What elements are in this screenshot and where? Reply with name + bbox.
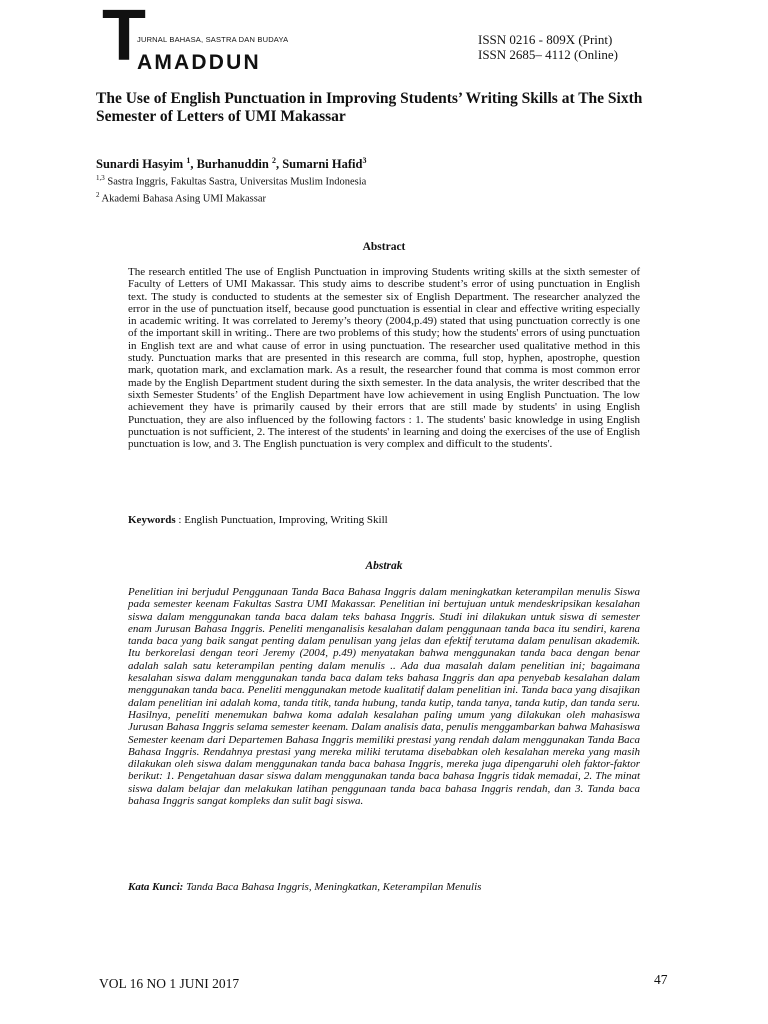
affiliation-sup: 1,3 xyxy=(96,174,105,182)
paper-title: The Use of English Punctuation in Improving Students’ Writing Skills at The Sixth Semester of Letters of UMI Makassar xyxy=(96,90,643,125)
journal-name: AMADDUN xyxy=(137,51,261,74)
keywords-line xyxy=(128,514,388,526)
abstrak-body: Penelitian ini berjudul Penggunaan Tanda Baca Bahasa Inggris dalam meningkatkan keterampilan menulis Siswa pada semester keenam Fakultas Sastra UMI Makassar. Penelitian ini bertujuan untuk mendeskripsikan kesalahan siswa dalam menggunakan tanda baca dalam teks bahasa Inggris. Studi ini dilakukan untuk siswa di semester enam Jurusan Bahasa Inggris. Peneliti menganalisis kesalahan dalam penggunaan tanda baca itu sendiri, karena tanda baca yang baik sangat penting dalam penulisan yang jelas dan efektif terutama dalam penulisan akademik. Itu berkorelasi dengan teori Jeremy (2004, p.49) menyatakan bahwa menggunakan tanda baca dengan benar adalah salah satu keterampilan penting dalam menulis .. Ada dua masalah dalam penelitian ini; bagaimana kesalahan siswa dalam menggunakan tanda baca dalam teks bahasa Inggris dan apa penyebab kesalahan dalam menggunakan tanda baca. Peneliti menggunakan metode kualitatif dalam penelitian ini. Tanda baca yang disajikan dalam penelitian ini adalah koma, tanda titik, tanda hubung, tanda kutip, tanda tanya, tanda kutip, dan tanda seru. Hasilnya, peneliti menemukan bahwa koma adalah kesalahan paling umum yang dilakukan oleh mahasiswa Jurusan Bahasa Inggris selama semester keenam. Dalam analisis data, penulis menggambarkan bahwa Mahasiswa Semester keenam dari Departemen Bahasa Inggris memiliki prestasi yang rendah dalam menggunakan Tanda Baca Bahasa Inggris. Rendahnya prestasi yang mereka miliki terutama disebabkan oleh kesalahan mereka yang masih dilakukan oleh siswa dalam menggunakan tanda baca bahasa Inggris, mereka juga dipengaruhi oleh faktor-faktor berikut: 1. Pengetahuan dasar siswa dalam menggunakan tanda baca bahasa Inggris tidak memadai, 2. The minat siswa dalam belajar dan melakukan latihan penggunaan tanda baca bahasa Inggris rendah, dan 3. Tanda baca bahasa Inggris sangat kompleks dan sulit bagi siswa. xyxy=(128,586,640,808)
page-number: 47 xyxy=(654,972,668,987)
affiliations xyxy=(96,172,366,205)
affiliation-text: Akademi Bahasa Asing UMI Makassar xyxy=(101,193,267,204)
abstract-heading: Abstract xyxy=(362,241,406,253)
keywords-label: Keywords xyxy=(128,514,176,526)
journal-logo xyxy=(100,0,308,80)
keywords-text: : English Punctuation, Improving, Writing Skill xyxy=(175,514,388,526)
issn-block xyxy=(478,32,618,62)
author-list: Sunardi Hasyim $^1$, Burhanuddin $^2$, Sumarni Hafid$^3$ xyxy=(96,156,367,172)
footer-volume: VOL 16 NO 1 JUNI 2017 xyxy=(99,976,240,991)
affiliation-sup: 2 xyxy=(96,190,100,199)
author-sup: 1 xyxy=(186,156,191,165)
author-name: Sumarni Hafid xyxy=(282,157,363,172)
author-sup: 3 xyxy=(362,156,367,165)
logo-letter: T xyxy=(102,0,146,76)
kata-kunci-label: Kata Kunci: xyxy=(128,881,184,893)
abstrak-heading: Abstrak xyxy=(365,560,403,572)
kata-kunci-text: Tanda Baca Bahasa Inggris, Meningkatkan, Keterampilan Menulis xyxy=(183,881,482,893)
kata-kunci-line xyxy=(128,881,481,893)
affiliation-line xyxy=(96,189,366,206)
affiliation-line xyxy=(96,172,366,189)
affiliation-text: Sastra Inggris, Fakultas Sastra, Universitas Muslim Indonesia xyxy=(107,176,367,188)
author-sup: 2 xyxy=(271,156,276,165)
journal-subtitle: JURNAL BAHASA, SASTRA DAN BUDAYA xyxy=(137,35,289,44)
abstract-body: The research entitled The use of English Punctuation in improving Students writing skills at the sixth semester of Faculty of Letters of UMI Makassar. This study aims to describe student’s error of using punctuation in English text. The study is conducted to students at the semester six of English Department. The researcher analyzed the error in the use of punctuation itself, because good punctuation is essential in clear and effective writing especially in academic writing. It was correlated to Jeremy’s theory (2004,p.49) stated that using punctuation correctly is one of the important skill in writing.. There are two problems of this study; how the students' errors of using punctuation in English text are and what cause of error in using punctuation. The researcher used qualitative method in this study. Punctuation marks that are presented in this research are comma, full stop, hyphen, apostrophe, question mark, quotation mark, and exclamation mark. As a result, the researcher found that comma is most common error made by the English Department student during the sixth semester. In the data analysis, the writer described that the sixth Semester Students’ of the English Department have low achievement in using English Punctuation. The low achievement they have is primarily caused by their errors that are still made by students' in using English Punctuation, they are also influenced by the following factors : 1. The students' basic knowledge in using English punctuation is not sufficient, 2. The interest of the students' in learning and doing the exercises of the use of English punctuation is low, and 3. The English punctuation is very complex and difficult to the students'. xyxy=(128,266,640,451)
author-name: Sunardi Hasyim xyxy=(96,157,184,172)
issn-online: ISSN 2685– 4112 (Online) xyxy=(478,47,618,62)
issn-print: ISSN 0216 - 809X (Print) xyxy=(478,32,613,47)
author-name: Burhanuddin xyxy=(196,157,269,172)
